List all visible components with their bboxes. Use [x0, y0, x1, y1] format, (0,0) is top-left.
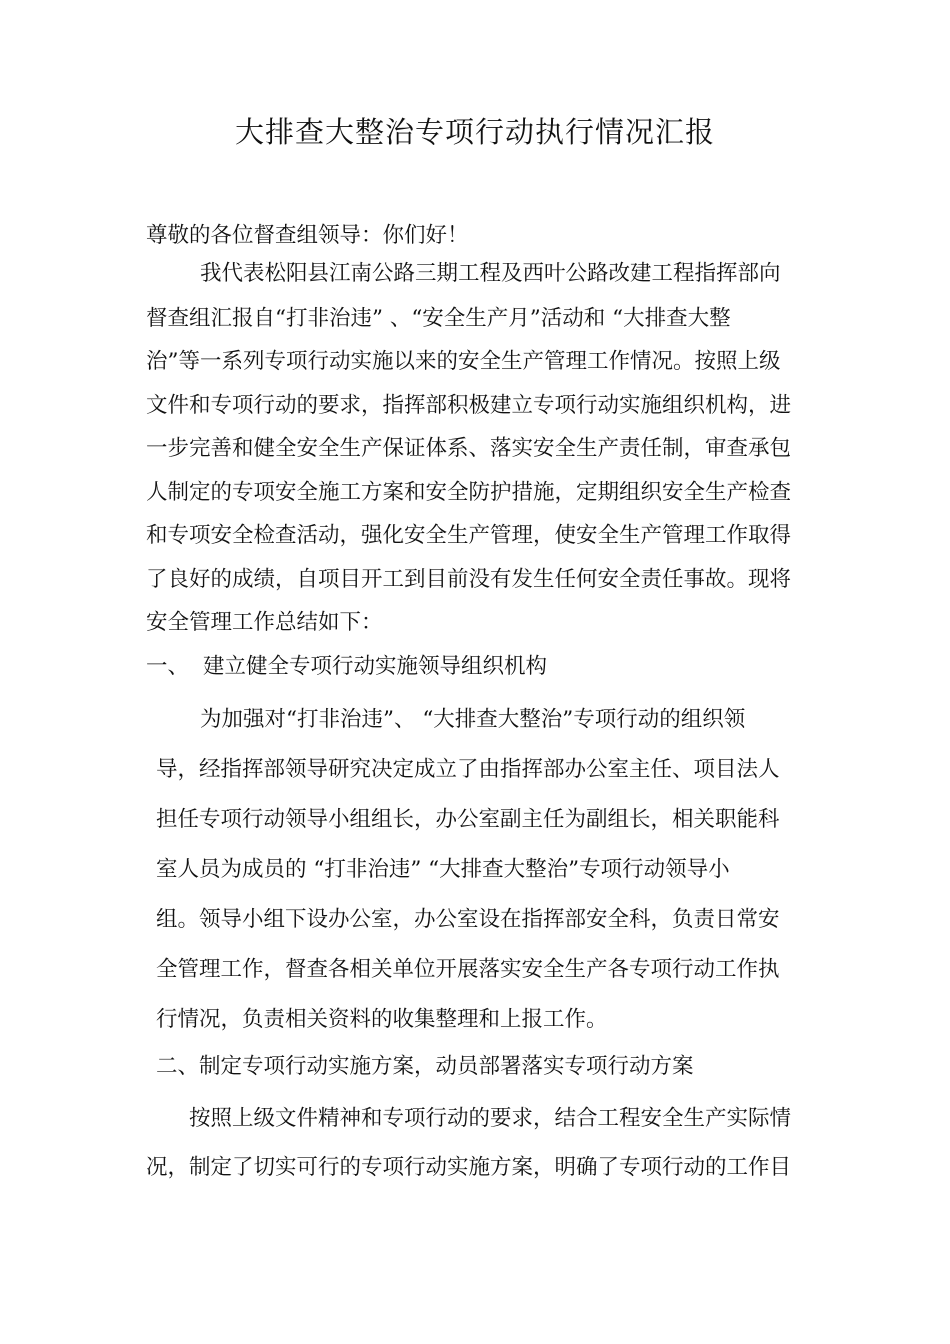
intro-line: 督查组汇报自“打非治违” 、“安全生产月”活动和 “大排查大整 — [146, 306, 731, 331]
section-heading: 建立健全专项行动实施领导组织机构 — [203, 654, 548, 679]
document-title: 大排查大整治专项行动执行情况汇报 — [234, 115, 715, 149]
section-number: 一、 — [146, 654, 190, 679]
intro-line: 了良好的成绩，自项目开工到目前没有发生任何安全责任事故。现将 — [146, 567, 792, 592]
section-line: 况，制定了切实可行的专项行动实施方案，明确了专项行动的工作目 — [146, 1155, 792, 1180]
section-line: 组。领导小组下设办公室，办公室设在指挥部安全科，负责日常安 — [156, 907, 780, 932]
section-line: 担任专项行动领导小组组长，办公室副主任为副组长，相关职能科 — [156, 807, 780, 832]
section-heading: 二、制定专项行动实施方案，动员部署落实专项行动方案 — [156, 1054, 694, 1079]
section-line: 按照上级文件精神和专项行动的要求，结合工程安全生产实际情 — [189, 1106, 792, 1131]
section-line: 室人员为成员的 “打非治违” “大排查大整治”专项行动领导小 — [156, 857, 730, 882]
intro-line: 文件和专项行动的要求，指挥部积极建立专项行动实施组织机构，进 — [146, 393, 792, 418]
intro-line: 人制定的专项安全施工方案和安全防护措施，定期组织安全生产检查 — [146, 480, 792, 505]
intro-line: 和专项安全检查活动，强化安全生产管理，使安全生产管理工作取得 — [146, 523, 792, 548]
intro-line: 安全管理工作总结如下： — [146, 610, 383, 635]
section-line: 导，经指挥部领导研究决定成立了由指挥部办公室主任、项目法人 — [156, 757, 780, 782]
section-line: 全管理工作，督查各相关单位开展落实安全生产各专项行动工作执 — [156, 957, 780, 982]
section-line: 行情况，负责相关资料的收集整理和上报工作。 — [156, 1007, 608, 1032]
intro-line: 我代表松阳县江南公路三期工程及西叶公路改建工程指挥部向 — [200, 261, 781, 286]
intro-line: 一步完善和健全安全生产保证体系、落实安全生产责任制，审查承包 — [146, 436, 792, 461]
greeting: 尊敬的各位督查组领导：你们好！ — [146, 223, 469, 248]
intro-line: 治”等一系列专项行动实施以来的安全生产管理工作情况。按照上级 — [146, 349, 781, 374]
section-line: 为加强对“打非治违”、 “大排查大整治”专项行动的组织领 — [200, 707, 746, 732]
